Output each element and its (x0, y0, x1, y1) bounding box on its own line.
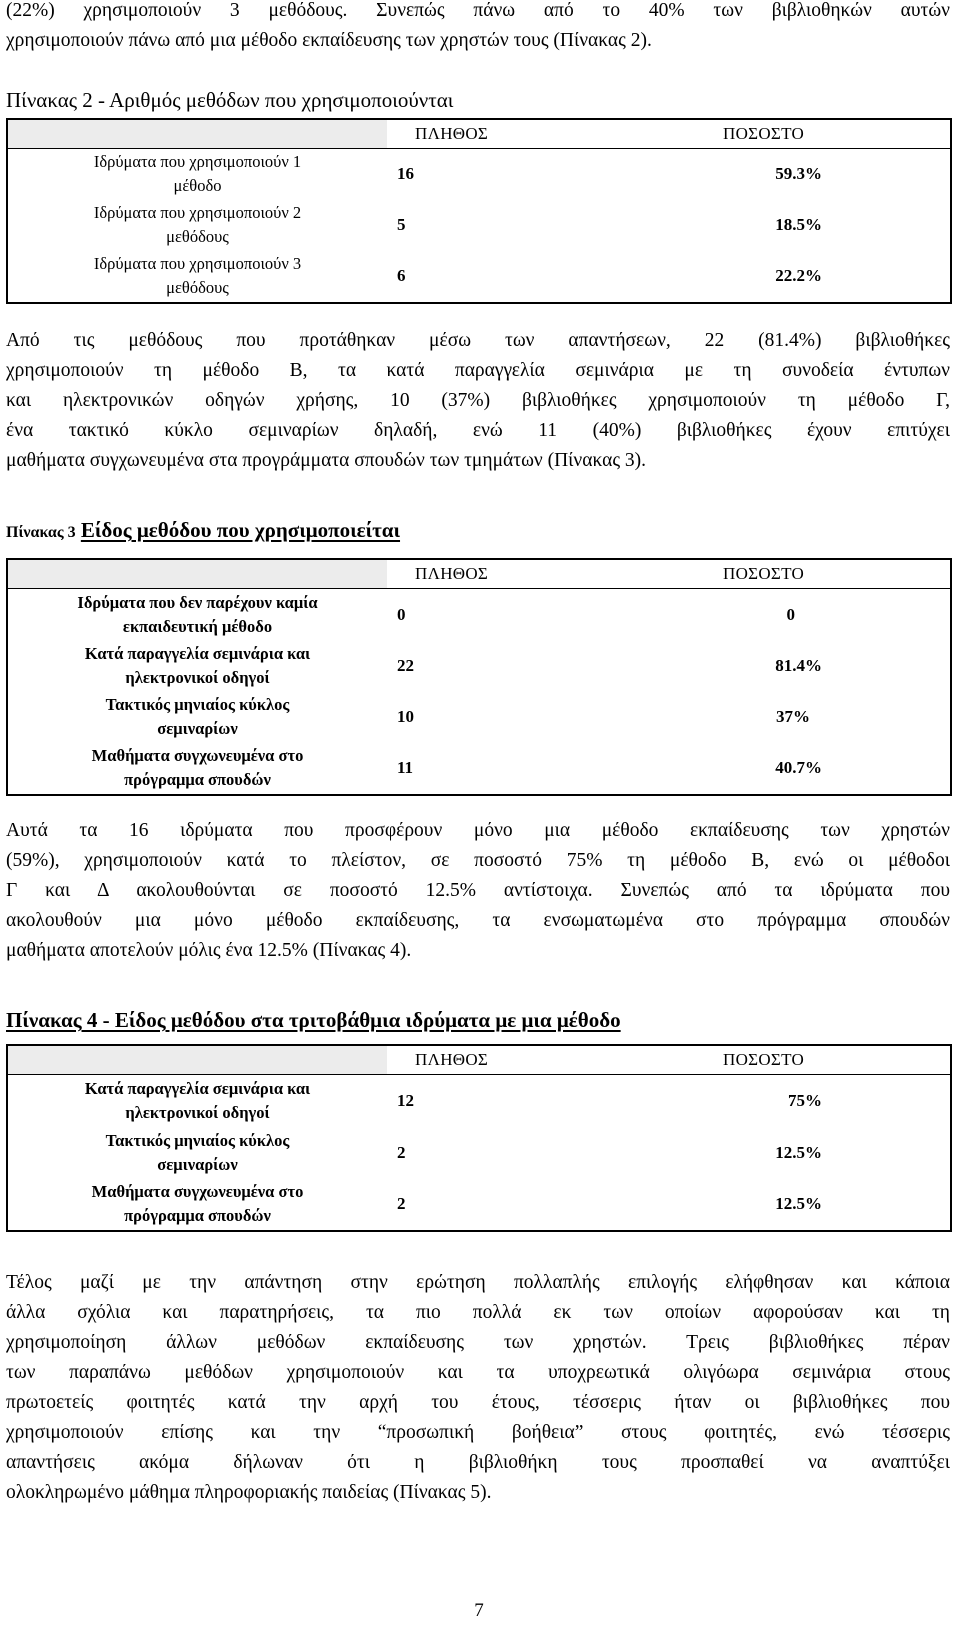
text-line: ένα τακτικό κύκλο σεμιναρίων δηλαδή, ενώ 11 (40%) βιβλιοθήκες έχουν επιτύχει (6, 420, 950, 441)
table3-header-blank (7, 559, 387, 589)
row-label (7, 691, 387, 743)
table-row (7, 199, 951, 251)
row-pct: 0 (617, 589, 951, 641)
row-pct: 22.2% (775, 266, 822, 285)
table-row (7, 691, 951, 743)
table-row (7, 1179, 951, 1231)
row-label (7, 149, 387, 199)
row-pct: 12.5% (617, 1179, 951, 1231)
text-line: πρωτοετείς φοιτητές κατά την αρχή του έτους, τέσσερις ήταν οι βιβλιοθήκες που (6, 1392, 950, 1413)
table3-header-pct: ΠΟΣΟΣΤΟ (617, 559, 951, 589)
text-line: των παραπάνω μεθόδων χρησιμοποιούν και τα υποχρεωτικά ολιγόωρα σεμινάρια στους (6, 1362, 950, 1383)
text-line: χρησιμοποιούν επίσης και την “προσωπική βοήθεια” στους φοιτητές, ενώ τέσσερις (6, 1422, 950, 1443)
table4-header-row (7, 1045, 951, 1075)
text-line: Αυτά τα 16 ιδρύματα που προσφέρουν μόνο μια μέθοδο εκπαίδευσης των χρηστών (6, 820, 950, 841)
text-line: χρησιμοποιούν τη μέθοδο Β, τα κατά παραγγελία σεμινάρια με τη συνοδεία έντυπων (6, 360, 950, 381)
table2-header-blank (7, 119, 387, 149)
table3-header-row (7, 559, 951, 589)
table-row (7, 743, 951, 795)
row-pct: 81.4% (617, 641, 951, 691)
row-label-line1: Ιδρύματα που δεν παρέχουν καμία (77, 592, 318, 612)
row-count: 12 (397, 1090, 414, 1110)
text-line: ακολουθούν μια μόνο μέθοδο εκπαίδευσης, τα ενσωματωμένα στο πρόγραμμα σπουδών (6, 910, 950, 931)
row-label-line1: Ιδρύματα που χρησιμοποιούν 2 (93, 202, 302, 222)
row-label-line1: Κατά παραγγελία σεμινάρια και (84, 1078, 311, 1098)
table-row (7, 1127, 951, 1179)
row-label-line1: Ιδρύματα που χρησιμοποιούν 1 (93, 151, 302, 171)
row-pct: 59.3% (775, 163, 822, 183)
row-pct: 18.5% (775, 214, 822, 234)
table-row (7, 641, 951, 691)
text-line: μαθήματα αποτελούν μόλις ένα 12.5% (Πίνακας 4). (6, 940, 412, 961)
row-label-line2: μέθοδο (173, 175, 222, 195)
row-label-line1: Τακτικός μηνιαίος κύκλος (105, 1130, 290, 1150)
row-label-line2: πρόγραμμα σπουδών (124, 770, 271, 789)
row-count: 6 (397, 266, 406, 285)
text-line: μαθήματα συγχωνευμένα στα προγράμματα σπουδών των τμημάτων (Πίνακας 3). (6, 450, 647, 471)
row-label (7, 199, 387, 251)
row-label (7, 251, 387, 303)
text-line: (59%), χρησιμοποιούν κατά το πλείστον, σε ποσοστό 75% τη μέθοδο Β, ενώ οι μέθοδοι (6, 850, 950, 871)
text-line: και ηλεκτρονικών οδηγών χρήσης, 10 (37%) βιβλιοθήκες χρησιμοποιούν τη μέθοδο Γ, (6, 390, 950, 411)
table4-header-pct: ΠΟΣΟΣΤΟ (617, 1045, 951, 1075)
row-label-line2: μεθόδους (166, 226, 229, 246)
table2 (6, 118, 952, 304)
table-row (7, 589, 951, 641)
row-label-line2: ηλεκτρονικοί οδηγοί (125, 1102, 270, 1122)
row-count: 2 (397, 1142, 406, 1162)
row-pct: 75% (617, 1075, 951, 1127)
row-label-line1: Ιδρύματα που χρησιμοποιούν 3 (93, 254, 302, 273)
page-number: 7 (474, 1600, 484, 1621)
table-row (7, 149, 951, 199)
table4-caption (6, 1008, 621, 1033)
row-count: 22 (397, 655, 414, 675)
text-line: απαντήσεις ακόμα δήλωναν ότι η βιβλιοθήκη τους προσπαθεί να αναπτύξει (6, 1452, 950, 1473)
table4 (6, 1044, 952, 1232)
table2-caption-text: Πίνακας 2 - Αριθμός μεθόδων που χρησιμοποιούνται (6, 88, 454, 112)
row-label-line2: ηλεκτρονικοί οδηγοί (125, 667, 270, 687)
text-line: άλλα σχόλια και παρατηρήσεις, τα πιο πολλά εκ των οποίων αφορούσαν και τη (6, 1302, 950, 1323)
table3-header-count: ΠΛΗΘΟΣ (415, 564, 489, 583)
row-label-line2: εκπαιδευτική μέθοδο (122, 616, 273, 636)
row-label-line2: πρόγραμμα σπουδών (124, 1206, 271, 1225)
table4-caption-text: Πίνακας 4 - Είδος μεθόδου στα τριτοβάθμια ιδρύματα με μια μέθοδο (6, 1008, 621, 1032)
paragraph-3 (6, 816, 950, 966)
row-count: 5 (397, 214, 406, 234)
table4-header-blank (7, 1045, 387, 1075)
intro-paragraph (6, 0, 950, 56)
table3 (6, 558, 952, 796)
row-label-line2: μεθόδους (166, 278, 229, 297)
row-label-line2: σεμιναρίων (157, 718, 238, 738)
table2-header-pct: ΠΟΣΟΣΤΟ (723, 124, 805, 143)
paragraph-2 (6, 326, 950, 476)
row-label (7, 589, 387, 641)
table2-header-row (7, 119, 951, 149)
table2-header-count: ΠΛΗΘΟΣ (415, 124, 489, 143)
row-pct: 37% (617, 691, 951, 743)
row-label (7, 641, 387, 691)
text-line: χρησιμοποίηση άλλων μεθόδων εκπαίδευσης των χρηστών. Τρεις βιβλιοθήκες πέραν (6, 1332, 950, 1353)
row-pct: 12.5% (617, 1127, 951, 1179)
text-line: Τέλος μαζί με την απάντηση στην ερώτηση πολλαπλής επιλογής ελήφθησαν και κάποια (6, 1272, 950, 1293)
row-label (7, 1179, 387, 1231)
table4-header-count: ΠΛΗΘΟΣ (415, 1050, 489, 1069)
row-label-line2: σεμιναρίων (157, 1154, 238, 1174)
row-label-line1: Τακτικός μηνιαίος κύκλος (105, 694, 290, 714)
row-count: 16 (397, 163, 414, 183)
row-count: 11 (397, 758, 414, 777)
text-line: ολοκληρωμένο μάθημα πληροφοριακής παιδείας (Πίνακας 5). (6, 1482, 492, 1503)
paragraph-4 (6, 1268, 950, 1508)
row-label (7, 1075, 387, 1127)
row-label (7, 1127, 387, 1179)
row-count: 2 (397, 1194, 406, 1213)
table2-caption (6, 88, 453, 113)
row-label-line1: Μαθήματα συγχωνευμένα στο (91, 746, 304, 765)
table3-caption-text: Είδος μεθόδου που χρησιμοποιείται (80, 518, 401, 542)
table-row (7, 1075, 951, 1127)
table3-caption (6, 518, 400, 543)
row-label-line1: Μαθήματα συγχωνευμένα στο (91, 1182, 304, 1201)
row-label (7, 743, 387, 795)
text-line: Γ και Δ ακολουθούνται σε ποσοστό 12.5% αντίστοιχα. Συνεπώς από τα ιδρύματα που (6, 880, 950, 901)
text-line: Από τις μεθόδους που προτάθηκαν μέσω των απαντήσεων, 22 (81.4%) βιβλιοθήκες (6, 330, 950, 351)
table3-caption-prefix: Πίνακας 3 (6, 524, 76, 541)
row-pct: 40.7% (617, 743, 951, 795)
text-line: χρησιμοποιούν πάνω από μια μέθοδο εκπαίδευσης των χρηστών τους (Πίνακας 2). (6, 30, 652, 51)
table-row (7, 251, 951, 303)
text-line: (22%) χρησιμοποιούν 3 μεθόδους. Συνεπώς πάνω από το 40% των βιβλιοθηκών αυτών (6, 0, 950, 21)
row-count: 0 (397, 604, 406, 624)
row-count: 10 (397, 706, 414, 726)
row-label-line1: Κατά παραγγελία σεμινάρια και (84, 643, 311, 663)
